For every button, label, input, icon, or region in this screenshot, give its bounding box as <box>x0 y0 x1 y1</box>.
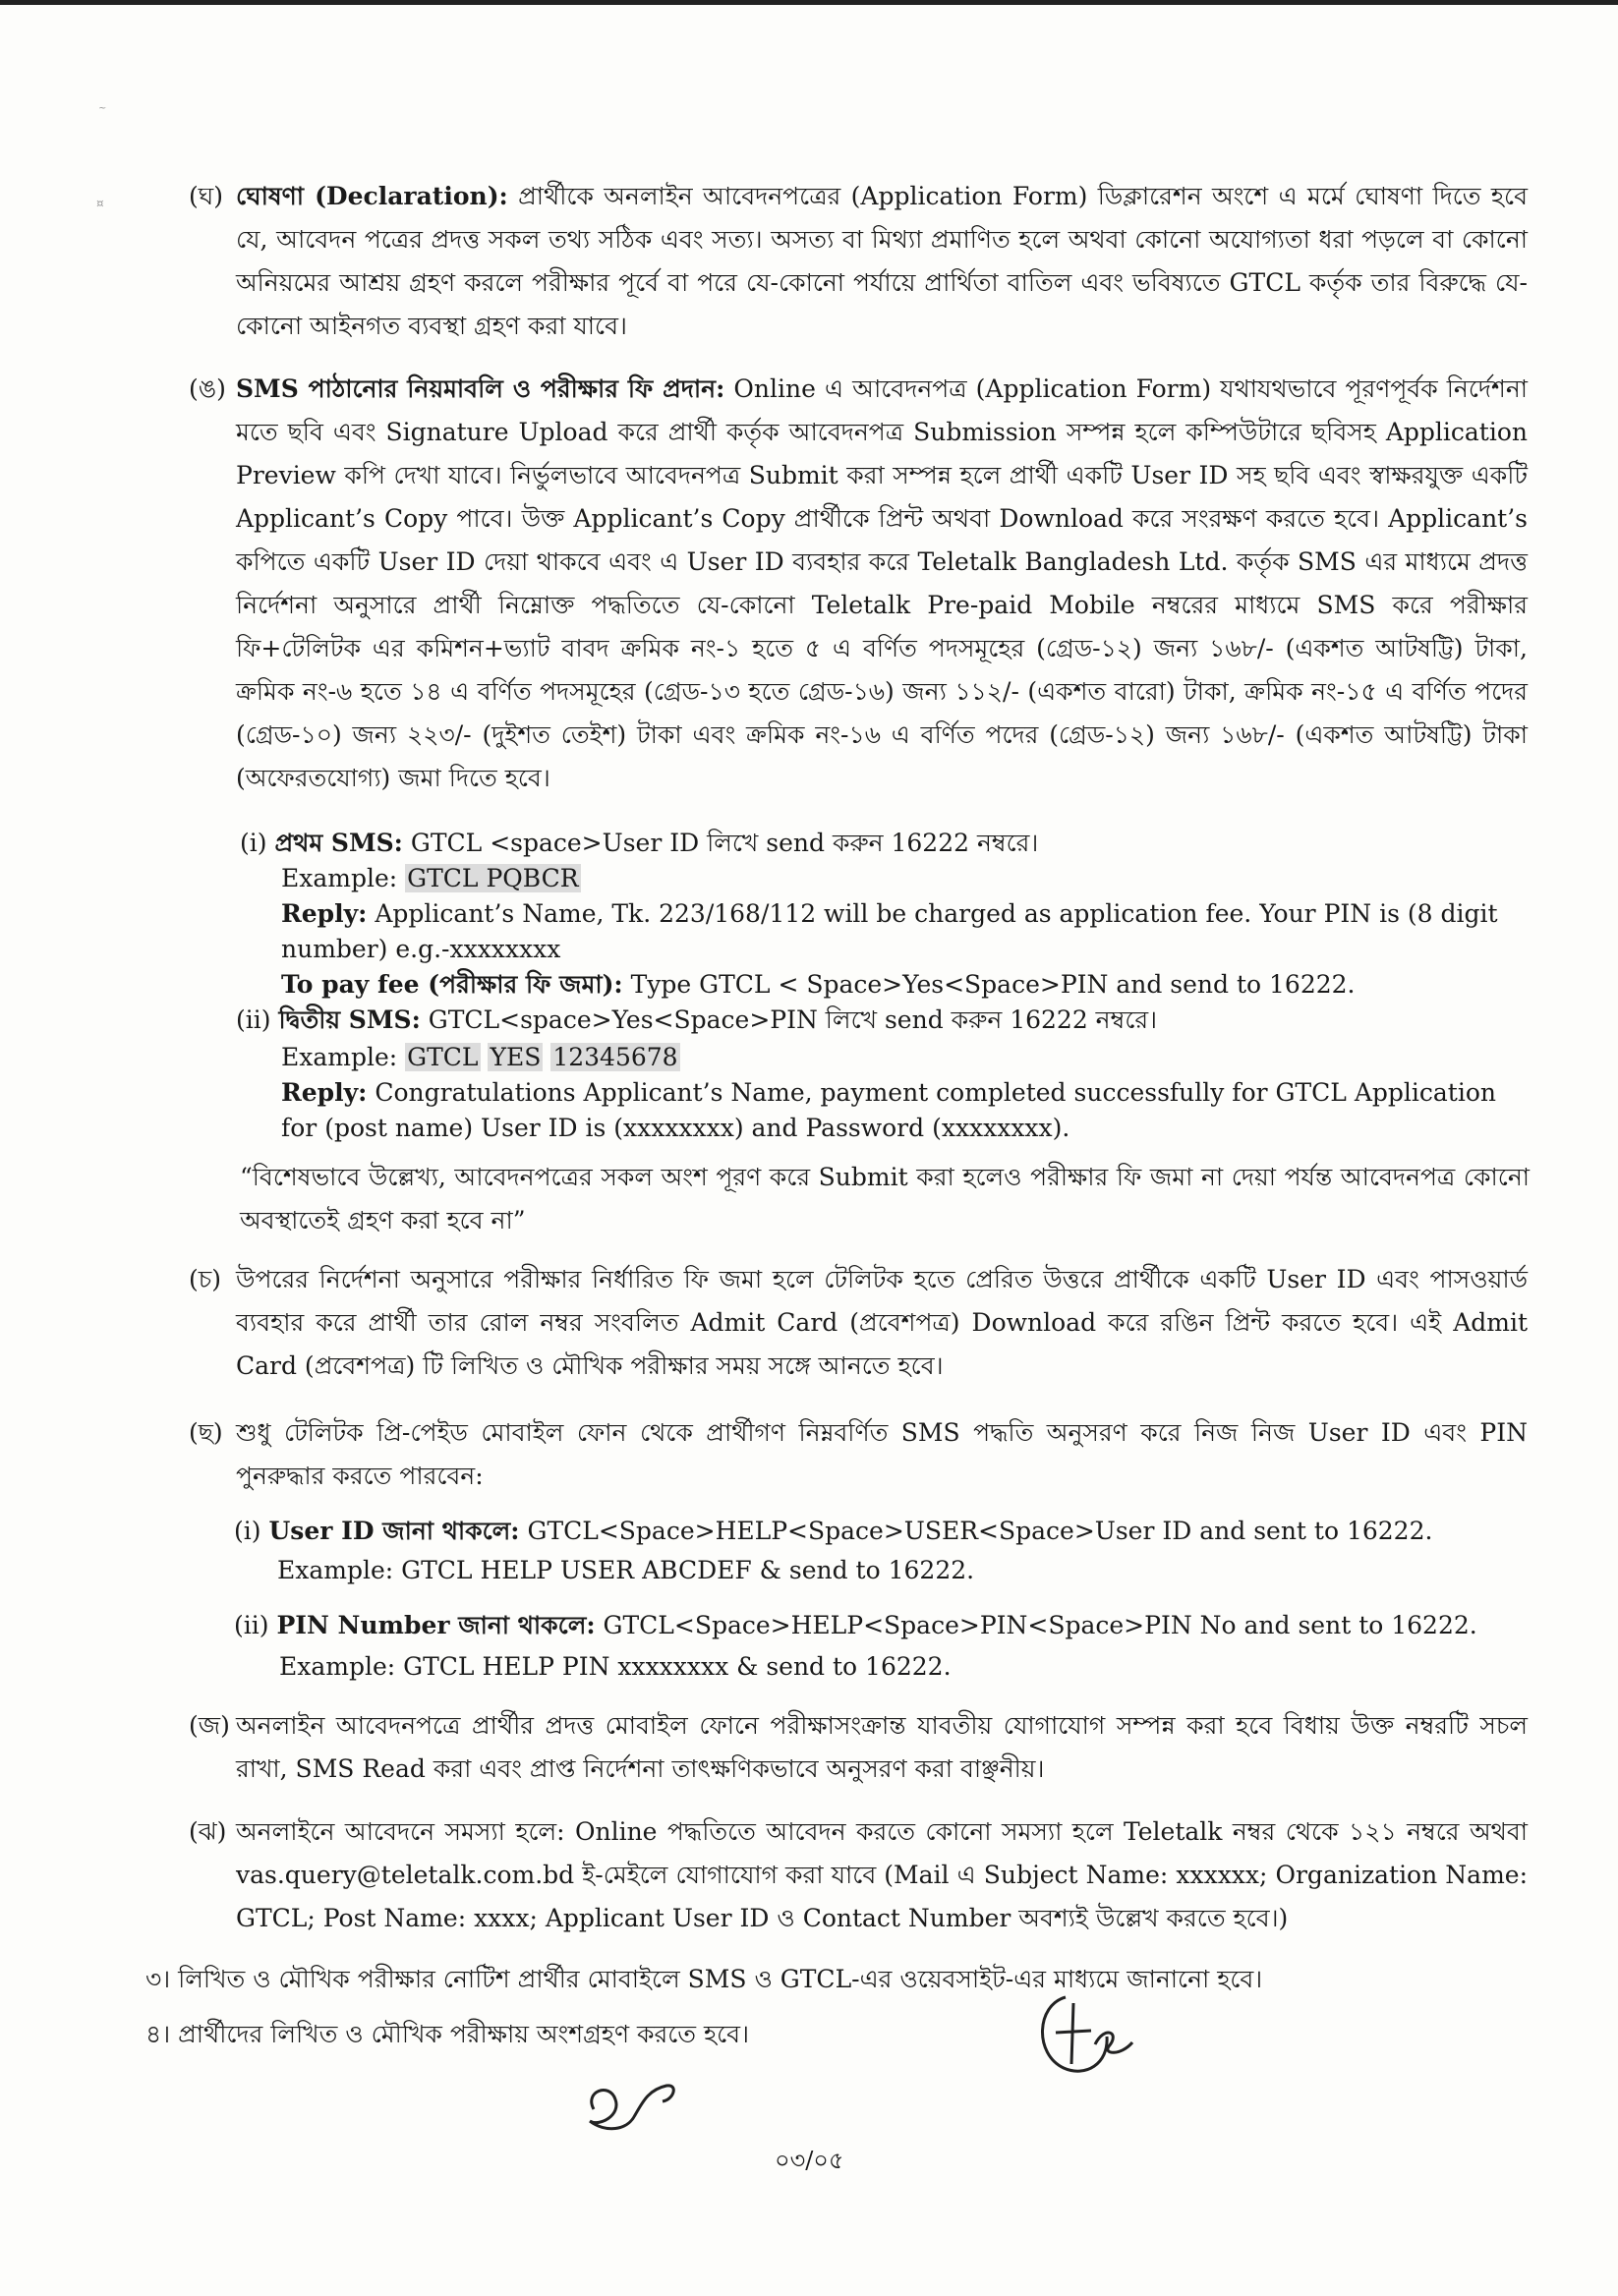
page-number: ০৩/০৫ <box>775 2147 844 2174</box>
section-label: (চ) <box>189 1265 221 1293</box>
sms-rules-body: Online এ আবেদনপত্র (Application Form) যথাযথভাবে পূরণপূর্বক নির্দেশনা মতে ছবি এবং Signature Upload করে প্রার্থী কর্তৃক আবেদনপত্র Submission সম্পন্ন হলে কম্পিউটারে ছবিসহ Application Preview কপি দেখা যাবে। নির্ভুলভাবে আবেদনপত্র Submit করা সম্পন্ন হলে প্রার্থী একটি User ID সহ ছবি এবং স্বাক্ষরযুক্ত একটি Applicant’s Copy পাবে। উক্ত Applicant’s Copy প্রার্থীকে প্রিন্ট অথবা Download করে সংরক্ষণ করতে হবে। Applicant’s কপিতে একটি User ID দেয়া থাকবে এবং এ User ID ব্যবহার করে Teletalk Bangladesh Ltd. কর্তৃক SMS এর মাধ্যমে প্রদত্ত নির্দেশনা অনুসারে প্রার্থী নিম্নোক্ত পদ্ধতিতে যে-কোনো Teletalk Pre-paid Mobile নম্বরের মাধ্যমে SMS করে পরীক্ষার ফি+টেলিটক এর কমিশন+ভ্যাট বাবদ ক্রমিক নং-১ হতে ৫ এ বর্ণিত পদসমূহের (গ্রেড-১২) জন্য ১৬৮/- (একশত আটষট্টি) টাকা, ক্রমিক নং-৬ হতে ১৪ এ বর্ণিত পদসমূহের (গ্রেড-১৩ হতে গ্রেড-১৬) জন্য ১১২/- (একশত বারো) টাকা, ক্রমিক নং-১৫ এ বর্ণিত পদের (গ্রেড-১০) জন্য ২২৩/- (দুইশত তেইশ) টাকা এবং ক্রমিক নং-১৬ এ বর্ণিত পদের (গ্রেড-১২) জন্য ১৬৮/- (একশত আটষট্টি) টাকা (অফেরতযোগ্য) জমা দিতে হবে। <box>236 374 1528 792</box>
recovery-paragraph: শুধু টেলিটক প্রি-পেইড মোবাইল ফোন থেকে প্রার্থীগণ নিম্নবর্ণিত SMS পদ্ধতি অনুসরণ করে নিজ নিজ User ID এবং PIN পুনরুদ্ধার করতে পারবেন: <box>236 1418 1528 1490</box>
sms-rules-title: SMS পাঠানোর নিয়মাবলি ও পরীক্ষার ফি প্রদান: <box>236 374 725 403</box>
mobile-contact-paragraph: অনলাইন আবেদনপত্রে প্রার্থীর প্রদত্ত মোবাইল ফোনে পরীক্ষাসংক্রান্ত যাবতীয় যোগাযোগ সম্পন্ন করা হবে বিধায় উক্ত নম্বরটি সচল রাখা, SMS Read করা এবং প্রাপ্ত নির্দেশনা তাৎক্ষণিকভাবে অনুসরণ করা বাঞ্ছনীয়। <box>236 1711 1528 1783</box>
sms1-line <box>240 826 1038 861</box>
sms-rules-paragraph <box>236 368 1528 800</box>
sms2-reply <box>281 1075 1530 1146</box>
sms2-text: GTCL<space>Yes<Space>PIN লিখে send করুন 16222 নম্বরে। <box>428 1005 1158 1034</box>
declaration-body: প্রার্থীকে অনলাইন আবেদনপত্রের (Application Form) ডিক্লারেশন অংশে এ মর্মে ঘোষণা দিতে হবে যে, আবেদন পত্রের প্রদত্ত সকল তথ্য সঠিক এবং সত্য। অসত্য বা মিথ্যা প্রমাণিত হলে অথবা কোনো অযোগ্যতা ধরা পড়লে বা কোনো অনিয়মের আশ্রয় গ্রহণ করলে পরীক্ষার পূর্বে বা পরে যে-কোনো পর্যায়ে প্রার্থিতা বাতিল এবং ভবিষ্যতে GTCL কর্তৃক তার বিরুদ্ধে যে-কোনো আইনগত ব্যবস্থা গ্রহণ করা যাবে। <box>236 182 1528 340</box>
initial-mark <box>580 2072 708 2141</box>
section-label: (ছ) <box>189 1418 223 1447</box>
item-text: GTCL<Space>HELP<Space>USER<Space>User ID and sent to 16222. <box>527 1517 1433 1545</box>
pay-label: To pay fee (পরীক্ষার ফি জমা): <box>281 970 623 999</box>
example-label: Example: <box>281 1043 398 1071</box>
reply-label: Reply: <box>281 899 368 928</box>
pay-text: Type GTCL < Space>Yes<Space>PIN and send to 16222. <box>630 970 1356 999</box>
item-title: User ID জানা থাকলে: <box>268 1517 520 1545</box>
example-value: 12345678 <box>552 1043 678 1071</box>
recovery-example-user-id: Example: GTCL HELP USER ABCDEF & send to 16222. <box>277 1556 975 1584</box>
example-value: GTCL PQBCR <box>407 864 579 892</box>
item-4: ৪। প্রার্থীদের লিখিত ও মৌখিক পরীক্ষায় অংশগ্রহণ করতে হবে। <box>145 2020 750 2048</box>
declaration-paragraph <box>236 175 1528 348</box>
reply-text: Congratulations Applicant’s Name, payment completed successfully for GTCL Application for (post name) User ID is (xxxxxxxx) and Password (xxxxxxxx). <box>281 1078 1496 1142</box>
recovery-item-pin <box>234 1608 1477 1643</box>
declaration-title: ঘোষণা (Declaration): <box>236 182 508 210</box>
sms2-label: (ii) <box>236 1005 271 1034</box>
sms2-line <box>236 1003 1157 1038</box>
example-value: YES <box>490 1043 542 1071</box>
section-label: (ঙ) <box>189 374 226 403</box>
margin-mark: ~ <box>98 103 107 114</box>
item-3: ৩। লিখিত ও মৌখিক পরীক্ষার নোটিশ প্রার্থীর মোবাইলে SMS ও GTCL-এর ওয়েবসাইট-এর মাধ্যমে জানানো হবে। <box>145 1965 1263 1993</box>
section-label: (জ) <box>189 1711 230 1740</box>
online-problem-paragraph: অনলাইনে আবেদনে সমস্যা হলে: Online পদ্ধতিতে আবেদন করতে কোনো সমস্যা হলে Teletalk নম্বর থেকে ১২১ নম্বরে অথবা vas.query@teletalk.com.bd ই-মেইলে যোগাযোগ করা যাবে (Mail এ Subject Name: xxxxxx; Organization Name: GTCL; Post Name: xxxx; Applicant User ID ও Contact Number অবশ্যই উল্লেখ করতে হবে।) <box>236 1817 1528 1932</box>
admit-card-paragraph: উপরের নির্দেশনা অনুসারে পরীক্ষার নির্ধারিত ফি জমা হলে টেলিটক হতে প্রেরিত উত্তরে প্রার্থীকে একটি User ID এবং পাসওয়ার্ড ব্যবহার করে প্রার্থী তার রোল নম্বর সংবলিত Admit Card (প্রবেশপত্র) Download করে রঙিন প্রিন্ট করতে হবে। এই Admit Card (প্রবেশপত্র) টি লিখিত ও মৌখিক পরীক্ষার সময় সঙ্গে আনতে হবে। <box>236 1265 1528 1380</box>
recovery-example-pin: Example: GTCL HELP PIN xxxxxxxx & send to 16222. <box>279 1652 952 1681</box>
reply-label: Reply: <box>281 1078 368 1107</box>
sms1-title: প্রথম SMS: <box>274 829 403 857</box>
item-text: GTCL<Space>HELP<Space>PIN<Space>PIN No and sent to 16222. <box>603 1611 1477 1639</box>
section-label: (ঝ) <box>189 1817 227 1846</box>
sms1-pay <box>281 967 1355 1003</box>
special-note: “বিশেষভাবে উল্লেখ্য, আবেদনপত্রের সকল অংশ পূরণ করে Submit করা হলেও পরীক্ষার ফি জমা না দেয়া পর্যন্ত আবেদনপত্র কোনো অবস্থাতেই গ্রহণ করা হবে না” <box>240 1163 1530 1234</box>
sms1-label: (i) <box>240 829 267 857</box>
example-label: Example: <box>281 864 398 892</box>
item-label: (ii) <box>234 1611 269 1639</box>
sms2-example <box>281 1040 680 1075</box>
reply-text: Applicant’s Name, Tk. 223/168/112 will be charged as application fee. Your PIN is (8 digit number) e.g.-xxxxxxxx <box>281 899 1498 963</box>
recovery-item-user-id <box>234 1514 1432 1549</box>
sms1-text: GTCL <space>User ID লিখে send করুন 16222 নম্বরে। <box>410 829 1039 857</box>
sms2-title: দ্বিতীয় SMS: <box>278 1005 421 1034</box>
item-title: PIN Number জানা থাকলে: <box>276 1611 596 1639</box>
section-label: (ঘ) <box>189 182 223 210</box>
sms1-example <box>281 861 581 896</box>
top-border-rule <box>0 0 1618 5</box>
item-label: (i) <box>234 1517 261 1545</box>
signature-mark <box>1026 1985 1144 2084</box>
margin-mark: ¤ <box>96 197 104 210</box>
sms1-reply <box>281 896 1530 967</box>
example-value: GTCL <box>407 1043 479 1071</box>
